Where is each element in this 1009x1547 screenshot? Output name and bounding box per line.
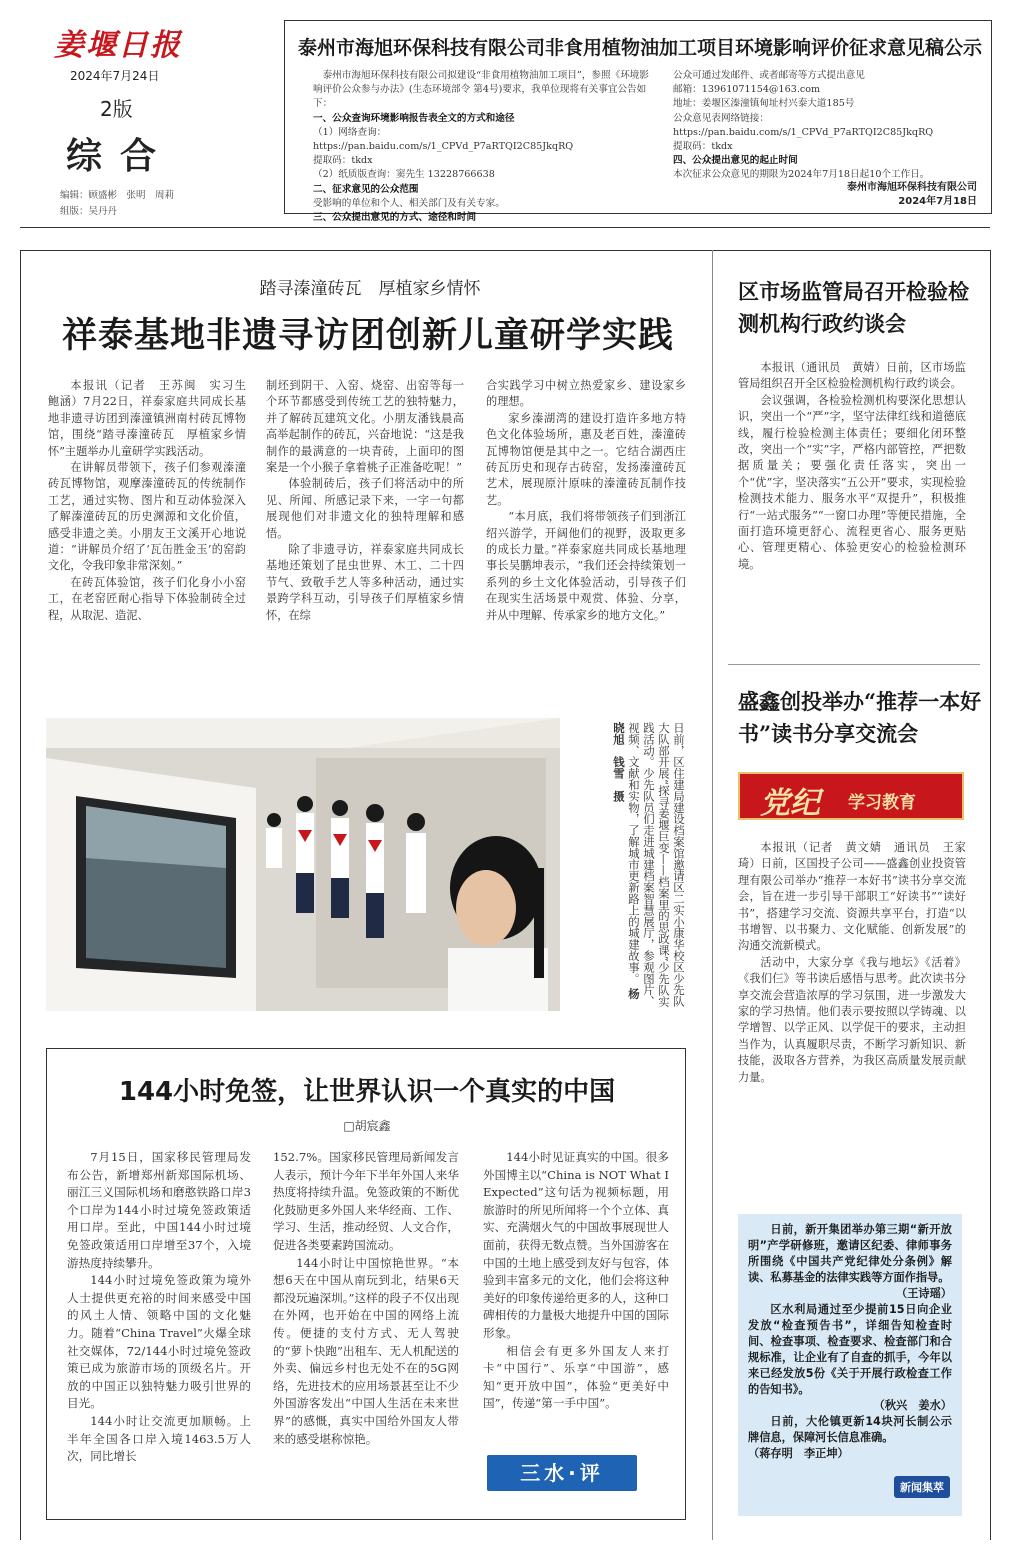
photo-credit: 杨晓旭 钱雪 摄	[612, 722, 641, 1000]
page-number: 2版	[100, 97, 133, 121]
feature-paragraph: 制坯到阴干、入窑、烧窑、出窑等每一个环节都感受到传统工艺的独特魅力，并了解砖瓦建筑文化。小朋友潘钱晨高高举起制作的砖瓦，兴奋地说：“这是我制作的最满意的一块青砖，上面印的图案是一个小猴子拿着桃子正准备吃呢！”	[266, 379, 464, 475]
feature-paragraph: 在砖瓦体验馆，孩子们化身小小窑工，在老窑匠耐心指导下体验制砖全过程，从取泥、造泥、	[48, 575, 246, 622]
feature-paragraph: 本报讯（记者 王苏闽 实习生 鲍涵）7月22日，祥泰家庭共同成长基地非遗寻访团到溱潼镇洲南村砖瓦博物馆，围绕“踏寻溱潼砖瓦 厚植家乡情怀”主题举办儿童研学实践活动。	[48, 379, 258, 458]
right-border	[990, 250, 991, 1540]
right-story-paragraph: 本报讯（通讯员 黄婧）日前，区市场监管局组织召开全区检验检测机构行政约谈会。	[738, 361, 966, 391]
commentary-author: □胡宸鑫	[343, 1119, 391, 1133]
brief-source: （秋兴 姜水）	[873, 1399, 952, 1412]
news-photo	[46, 718, 560, 1011]
banner-main-text: 党纪	[760, 786, 820, 821]
notice-line: 泰州市海旭环保科技有限公司拟建设“非食用植物油加工项目”，参照《环境影响评价公众参与办法》(生态环境部令 第4号)要求，我单位现将有关事宜公告如下：	[313, 70, 649, 110]
feature-paragraph: 体验制砖后，孩子们将活动中的所见、所闻、所感记录下来，一字一句都展现他们对非遗文化的独特理解和感悟。	[266, 477, 464, 540]
feature-paragraph: 除了非遗寻访，祥泰家庭共同成长基地还策划了昆虫世界、木工、二十四节气、致敬手艺人等多种活动，通过实景跨学科互动，引导孩子们厚植家乡情怀，在综	[266, 543, 464, 622]
content-top-border	[20, 250, 990, 251]
notice-line: （2）纸质版查询：窦先生 13228766638	[313, 169, 495, 181]
photo-illustration	[46, 718, 560, 1011]
feature-paragraph: 合实践学习中树立热爱家乡、建设家乡的理想。	[486, 379, 686, 409]
news-briefs-box	[738, 1214, 962, 1516]
notice-line: 本次征求公众意见的期限为2024年7月18日起10个工作日。	[673, 169, 930, 181]
right-story-2-body	[738, 840, 966, 1086]
commentary-paragraph: 相信会有更多外国友人来打卡“中国行”、乐享“中国游”，感知“更开放中国”，体验“更美好中国”，传递“第一手中国”。	[483, 1343, 669, 1411]
brief-item: 日前，新开集团举办第三期“新开放明”产学研修班，邀请区纪委、律师事务所围绕《中国共产党纪律处分条例》解读、私募基金的法律实践等方面作指导。	[748, 1223, 952, 1284]
header-divider	[20, 227, 990, 228]
commentary-paragraph: 152.7%。国家移民管理局新闻发言人表示，预计今年下半年外国人来华热度将持续升温。免签政策的不断优化鼓励更多外国人来华经商、工作、学习、生活，推动经贸、人文合作，促进各类要素跨国流动。	[273, 1150, 459, 1252]
right-story-paragraph: 会议强调，各检验检测机构要深化思想认识，突出一个“严”字，坚守法律红线和道德底线，履行检验检测主体责任；要细化闭环整改，突出一个“实”字，严格内部管控，严把数据质量关；要强化责任落实，突出一个“优”字，坚决落实“五公开”要求，实现检验检测技术能力、服务水平“双提升”，积极推行“一站式服务”“一窗口办理”等便民措施，全面打造环境更舒心、流程更省心、服务更贴心、管理更精心、体验更安心的检验检测环境。	[738, 393, 966, 571]
notice-line: 公众可通过发邮件、或者邮寄等方式提出意见	[673, 70, 865, 81]
notice-line: 地址：姜堰区溱潼镇甸址村兴泰大道185号	[673, 98, 855, 110]
notice-heading: 一、公众查询环境影响报告表全文的方式和途径	[313, 112, 515, 124]
feature-paragraph: 在讲解员带领下，孩子们参观溱潼砖瓦博物馆，观摩溱潼砖瓦的传统制作工艺，通过实物、图片和互动体验深入了解溱潼砖瓦的历史渊源和文化价值，感受非遗之美。小朋友王文溪开心地说道：“讲解员介绍了‘瓦缶胜金玉’的窑韵文化，令我印象非常深刻。”	[48, 461, 246, 573]
notice-column-1	[313, 69, 653, 225]
notice-heading: 二、征求意见的公众范围	[313, 183, 419, 195]
feature-column-2	[266, 378, 464, 624]
commentary-column-3	[483, 1149, 669, 1413]
caption-text: 日前，区住建局建设档案馆邀请区二实小康华校区少先队大队部开展“探寻姜堰巨变——档案里的思政课”少先队实践活动。少先队员们走进城建档案智慧展厅，参观图片、视频、文献和实物，了解城市更新路上的城建故事。	[627, 722, 686, 1008]
commentary-headline: 144小时免签，让世界认识一个真实的中国	[118, 1077, 616, 1107]
commentary-paragraph: 144小时让中国惊艳世界。“本想6天在中国从南玩到北，结果6天都没玩遍深圳。”这样的段子不仅出现在外网，也开始在中国的网络上流传。便捷的支付方式、无人驾驶的“萝卜快跑”出租车、无人机配送的外卖、偏远乡村也无处不在的5G网络，先进技术的应用场景甚至让不少外国游客发出“中国人生活在未来世界”的感慨，真实中国给外国友人带来的感受堪称惊艳。	[273, 1255, 459, 1446]
feature-paragraph: “本月底，我们将带领孩子们到浙江绍兴游学，开阔他们的视野，汲取更多的成长力量。”祥泰家庭共同成长基地理事长吴鹏坤表示，“我们还会持续策划一系列的乡土文化体验活动，引导孩子们在现实生活场景中观赏、体验、分享，并从中理解、传承家乡的地方文化。”	[486, 510, 686, 622]
brief-source: （蒋存明 李正坤）	[748, 1447, 849, 1460]
layout-line: 组版：吴丹丹	[60, 206, 118, 217]
public-notice-box	[284, 20, 992, 224]
feature-column-3	[486, 378, 686, 624]
brief-item: 区水利局通过至少提前15日向企业发放“检查预告书”，详细告知检查时间、检查事项、检查要求、检查部门和合规标准，让企业有了自查的抓手，今年以来已经发放5份《关于开展行政检查工作的告知书》。	[748, 1303, 952, 1396]
sanshui-commentary-logo: 三水·评	[487, 1455, 637, 1491]
notice-company: 泰州市海旭环保科技有限公司	[847, 182, 977, 193]
photo-caption	[566, 722, 686, 1010]
notice-line: https://pan.baidu.com/s/1_CPVd_P7aRTQI2C85JkqRQ	[673, 126, 934, 138]
notice-line: 提取码：tkdx	[673, 141, 733, 153]
feature-paragraph: 家乡溱湖湾的建设打造许多地方特色文化体验场所，惠及老百姓，溱潼砖瓦博物馆便是其中之一。它结合湖西庄砖瓦历史和现存古砖窑，发扬溱潼砖瓦艺术，展现原汁原味的溱潼砖瓦制作技艺。	[486, 411, 686, 507]
right-story-paragraph: 活动中，大家分享《我与地坛》《活着》《我们仨》等书读后感悟与思考。此次读书分享交流会营造浓厚的学习氛围，进一步激发大家的学习热情。他们表示要按照以学铸魂、以学增智、以学正风、以学促干的要求，主动担当作为，认真履职尽责，不断学习新知识、新技能，汲取各方营养，为我区高质量发展贡献力量。	[738, 955, 966, 1084]
commentary-paragraph: 144小时过境免签政策为境外人士提供更充裕的时间来感受中国的风土人情、领略中国的文化魅力。随着“China Travel”火爆全球社交媒体，72/144小时过境免签政策已成为旅游市场的顶级名片。开放的中国正以独特魅力吸引世界的目光。	[67, 1273, 251, 1411]
left-border	[20, 250, 21, 1540]
issue-date: 2024年7月24日	[70, 69, 160, 83]
commentary-column-2	[273, 1149, 459, 1448]
notice-heading: 三、公众提出意见的方式、途径和时间	[313, 212, 477, 224]
right-story-1-headline: 区市场监管局召开检验检测机构行政约谈会	[738, 279, 969, 336]
notice-heading: 四、公众提出意见的起止时间	[673, 155, 798, 167]
notice-line: 提取码：tkdx	[313, 155, 373, 167]
party-discipline-banner	[738, 772, 964, 820]
commentary-column-1	[67, 1149, 251, 1466]
right-story-1-body	[738, 360, 966, 573]
brief-item: 日前，大伦镇更新14块河长制公示牌信息，保障河长信息准确。	[748, 1415, 952, 1444]
notice-title: 泰州市海旭环保科技有限公司非食用植物油加工项目环境影响评价征求意见稿公示	[297, 37, 982, 59]
notice-column-2	[673, 69, 983, 183]
news-briefs-badge: 新闻集萃	[894, 1476, 950, 1498]
editors-credit	[60, 188, 250, 220]
right-story-2-headline: 盛鑫创投举办“推荐一本好书”读书分享交流会	[738, 689, 982, 746]
column-divider	[712, 250, 713, 1540]
notice-line: 邮箱：13961071154@163.com	[673, 84, 821, 96]
right-story-paragraph: 本报讯（记者 黄文婧 通讯员 王家琦）日前，区国投子公司——盛鑫创业投资管理有限公司举办“推荐一本好书”读书分享交流会，旨在进一步引导干部职工“好读书”“读好书”，搭建学习交流、资源共享平台，打造“以书增智、以书聚力、文化赋能、创新发展”的沟通交流新模式。	[738, 841, 966, 953]
feature-headline: 祥泰基地非遗寻访团创新儿童研学实践	[61, 315, 674, 356]
notice-line: https://pan.baidu.com/s/1_CPVd_P7aRTQI2C85JkqRQ	[313, 141, 574, 153]
editors-line: 编辑：顾盛彬 张明 周莉	[60, 190, 175, 201]
feature-subtitle: 踏寻溱潼砖瓦 厚植家乡情怀	[259, 279, 481, 299]
notice-line: 受影响的单位和个人、相关部门及有关专家。	[313, 197, 505, 209]
commentary-box	[46, 1048, 686, 1520]
commentary-paragraph: 7月15日，国家移民管理局发布公告，新增郑州新郑国际机场、丽江三义国际机场和磨憨铁路口岸3个口岸为144小时过境免签政策适用口岸。至此，中国144小时过境免签政策适用口岸增至37个，入境游热度持续攀升。	[67, 1150, 251, 1270]
banner-sub-text: 学习教育	[848, 793, 916, 813]
newspaper-logo: 姜堰日报	[54, 28, 182, 63]
notice-line: （1）网络查询：	[313, 126, 387, 138]
commentary-paragraph: 144小时让交流更加顺畅。上半年全国各口岸入境1463.5万人次，同比增长	[67, 1413, 251, 1464]
notice-signature	[847, 181, 977, 209]
brief-source: （王诗瑶）	[896, 1287, 952, 1300]
notice-date: 2024年7月18日	[898, 196, 977, 207]
section-name: 综合	[66, 135, 175, 177]
right-story-divider	[728, 664, 980, 665]
notice-line: 公众意见表网络链接：	[673, 112, 769, 124]
feature-column-1	[48, 378, 258, 624]
commentary-paragraph: 144小时见证真实的中国。很多外国博主以“China is NOT What I Expected”这句话为视频标题，用旅游时的所见所闻将一个个立体、真实、充满烟火气的中国故事展现世人面前，获得无数点赞。当外国游客在中国的土地上感受到友好与包容，体验到丰富多元的文化，他们会将这种美好的印象传递给更多的人，这种口碑相传的力量极大地提升中国的国际形象。	[483, 1150, 669, 1340]
